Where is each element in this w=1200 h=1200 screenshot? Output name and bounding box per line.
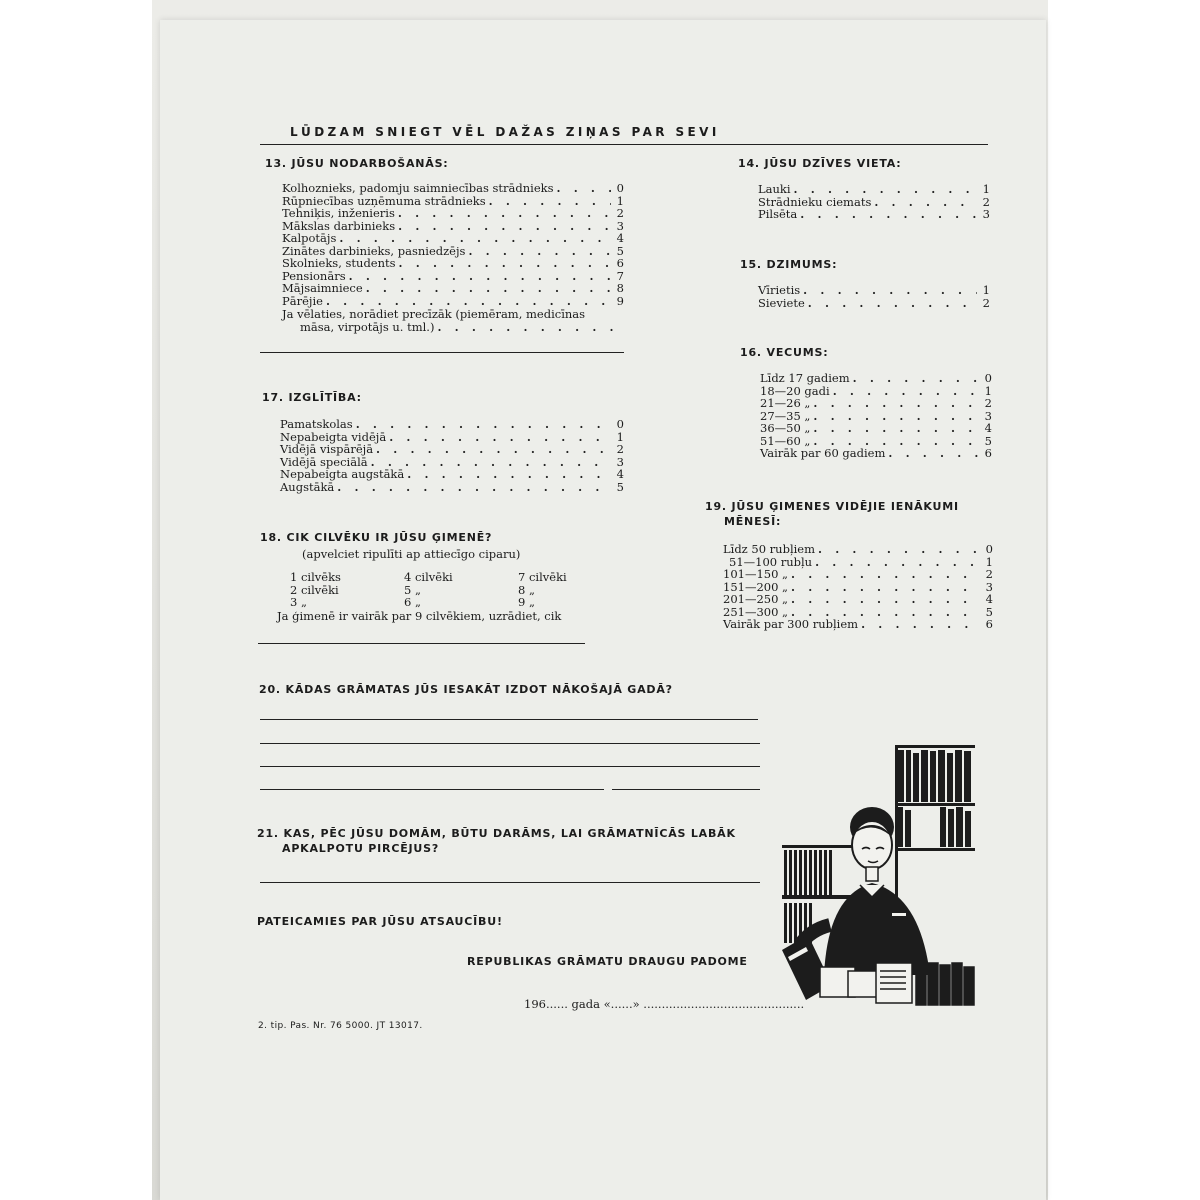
q19-option[interactable]: 51—100 rubļu . . . 1 [723,556,993,569]
q14-option[interactable]: Pilsēta . . . 3 [758,208,990,221]
thanks-text: PATEICAMIES PAR JŪSU ATSAUCĪBU! [257,915,503,928]
q20-answer-line-4b[interactable] [612,789,760,790]
q14-option[interactable]: Lauki . . . 1 [758,183,990,196]
date-line[interactable]: 196...... gada «......» ............................................ [524,997,805,1011]
q19-option[interactable]: 101—150 „ . . . 2 [723,568,993,581]
q18-option[interactable]: 7 cilvēki [518,570,567,584]
q18-answer-line[interactable] [258,643,585,644]
q15-options [758,284,990,309]
q13-option[interactable]: Pensionārs . . . 7 [282,270,624,283]
q13-option[interactable]: Rūpniecības uzņēmuma strādnieks . . . 1 [282,195,624,208]
q21-title-line2: APKALPOTU PIRCĒJUS? [282,842,440,855]
page-header-title: LŪDZAM SNIEGT VĒL DAŽAS ZIŅAS PAR SEVI [290,125,720,139]
q18-option[interactable]: 6 „ [404,595,421,609]
q15-title: 15. DZIMUMS: [740,258,838,271]
q13-option[interactable]: Kalpotājs . . . 4 [282,232,624,245]
q13-option[interactable]: Kolhoznieks, padomju saimniecības strādnieks . . . 0 [282,182,624,195]
q14-option[interactable]: Strādnieku ciemats . . . 2 [758,196,990,209]
q13-note-line2: māsa, virpotājs u. tml.) . . . [300,321,624,334]
q13-options [282,182,624,307]
q19-options [723,543,993,631]
print-info: 2. tip. Pas. Nr. 76 5000. JT 13017. [258,1021,423,1031]
q20-answer-line-3[interactable] [260,766,760,767]
q16-option[interactable]: 27—35 „ . . . 3 [760,410,992,423]
q13-note-line1: Ja vēlaties, norādiet precīzāk (piemēram, medicīnas [282,307,586,321]
q18-option[interactable]: 3 „ [290,595,307,609]
q18-subtitle: (apvelciet ripulīti ap attiecīgo ciparu) [302,547,521,561]
q13-answer-line[interactable] [260,352,624,353]
q13-option[interactable]: Mākslas darbinieks . . . 3 [282,220,624,233]
q13-option[interactable]: Tehniķis, inženieris . . . 2 [282,207,624,220]
q14-options [758,183,990,221]
q17-option[interactable]: Vidējā speciālā . . . 3 [280,456,624,469]
q16-option[interactable]: 51—60 „ . . . 5 [760,435,992,448]
q17-option[interactable]: Augstākā . . . 5 [280,481,624,494]
q19-title-line1: 19. JŪSU ĢIMENES VIDĒJIE IENĀKUMI [705,500,959,513]
counter-books [820,963,974,1005]
q13-option[interactable]: Mājsaimniece . . . 8 [282,282,624,295]
q21-answer-line[interactable] [260,882,760,883]
q19-option[interactable]: 151—200 „ . . . 3 [723,581,993,594]
q19-option[interactable]: 251—300 „ . . . 5 [723,606,993,619]
q16-option[interactable]: 21—26 „ . . . 2 [760,397,992,410]
q18-option[interactable]: 9 „ [518,595,535,609]
q13-option[interactable]: Skolnieks, students . . . 6 [282,257,624,270]
q13-option[interactable]: Zinātes darbinieks, pasniedzējs . . . 5 [282,245,624,258]
q20-title: 20. KĀDAS GRĀMATAS JŪS IESAKĀT IZDOT NĀKOŠAJĀ GADĀ? [259,683,673,696]
q18-option[interactable]: 5 „ [404,582,421,597]
q18-option[interactable]: 2 cilvēki [290,582,339,597]
q19-option[interactable]: 201—250 „ . . . 4 [723,593,993,606]
q17-option[interactable]: Nepabeigta vidējā . . . 1 [280,431,624,444]
header-rule [260,144,988,145]
signature-text: REPUBLIKAS GRĀMATU DRAUGU PADOME [467,955,748,968]
q16-option[interactable]: 36—50 „ . . . 4 [760,422,992,435]
q18-family-size-grid [290,571,608,609]
bookseller-illustration [780,745,980,1015]
q18-note: Ja ģimenē ir vairāk par 9 cilvēkiem, uzrādiet, cik [277,609,562,623]
q19-option[interactable]: Līdz 50 rubļiem . . . 0 [723,543,993,556]
q17-option[interactable]: Pamatskolas . . . 0 [280,418,624,431]
q19-option[interactable]: Vairāk par 300 rubļiem . . . 6 [723,618,993,631]
q20-answer-line-2[interactable] [260,743,760,744]
q13-option[interactable]: Pārējie . . . 9 [282,295,624,308]
q16-option[interactable]: Vairāk par 60 gadiem . . . 6 [760,447,992,460]
q18-title: 18. CIK CILVĒKU IR JŪSU ĢIMENĒ? [260,531,493,544]
q18-option[interactable]: 8 „ [518,582,535,597]
q16-option[interactable]: Līdz 17 gadiem . . . 0 [760,372,992,385]
q18-option[interactable]: 4 cilvēki [404,570,453,584]
q14-title: 14. JŪSU DZĪVES VIETA: [738,157,902,170]
q19-title-line2: MĒNESĪ: [724,515,782,528]
q17-option[interactable]: Vidējā vispārējā . . . 2 [280,443,624,456]
q21-title-line1: 21. KAS, PĒC JŪSU DOMĀM, BŪTU DARĀMS, LAI GRĀMATNĪCĀS LABĀK [257,827,736,840]
q17-option[interactable]: Nepabeigta augstākā . . . 4 [280,468,624,481]
q17-options [280,418,624,493]
q20-answer-line-1[interactable] [260,719,758,720]
q15-option[interactable]: Vīrietis . . . 1 [758,284,990,297]
q13-title: 13. JŪSU NODARBOŠANĀS: [265,157,449,170]
q18-option[interactable]: 1 cilvēks [290,570,341,584]
q17-title: 17. IZGLĪTĪBA: [262,391,362,404]
q20-answer-line-4a[interactable] [260,789,604,790]
q16-title: 16. VECUMS: [740,346,829,359]
q15-option[interactable]: Sieviete . . . 2 [758,297,990,310]
q16-option[interactable]: 18—20 gadi . . . 1 [760,385,992,398]
q16-options [760,372,992,460]
